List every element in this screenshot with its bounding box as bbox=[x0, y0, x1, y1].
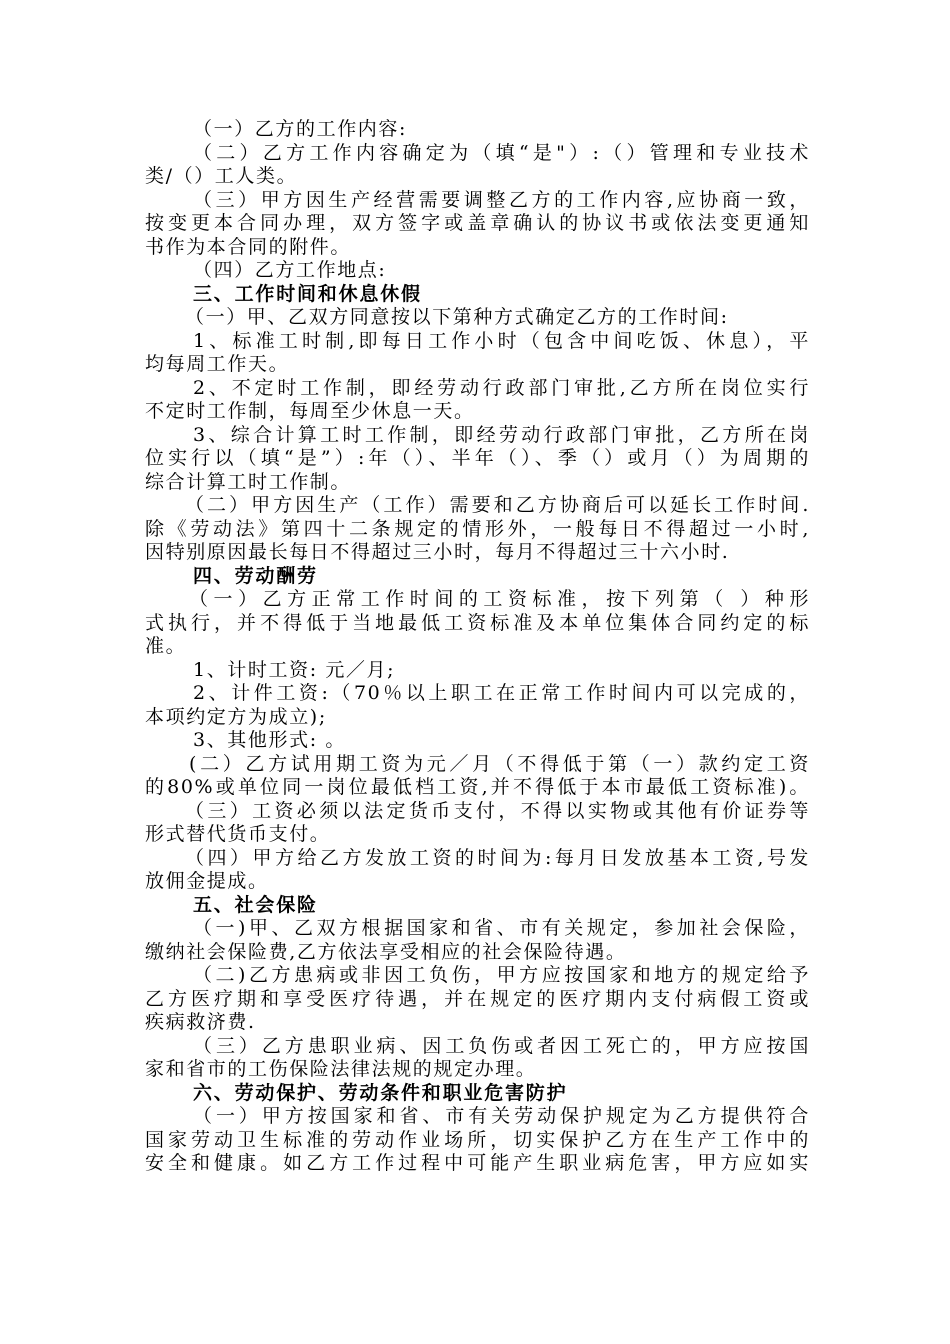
text-line: （二）乙方工作内容确定为（填“是"）:（）管理和专业技术 bbox=[193, 141, 810, 164]
text-line: 乙方医疗期和享受医疗待遇，并在规定的医疗期内支付病假工资或 bbox=[145, 987, 810, 1010]
text-line: 均每周工作天。 bbox=[145, 353, 290, 375]
text-line: 家和省市的工伤保险法律法规的规定办理。 bbox=[145, 1058, 537, 1080]
text-line: 3、其他形式: 。 bbox=[193, 729, 346, 751]
section-heading: 三、工作时间和休息休假 bbox=[193, 282, 422, 305]
text-line: （二)乙方患病或非因工负伤，甲方应按国家和地方的规定给予 bbox=[193, 964, 810, 986]
section-heading: 四、劳动酬劳 bbox=[193, 564, 318, 587]
text-line: （二）甲方因生产（工作）需要和乙方协商后可以延长工作时间. bbox=[185, 494, 810, 516]
text-line: 3、综合计算工时工作制，即经劳动行政部门审批，乙方所在岗 bbox=[193, 423, 810, 446]
text-line: （四）乙方工作地点: bbox=[193, 259, 387, 281]
text-line: 缴纳社会保险费,乙方依法享受相应的社会保险待遇。 bbox=[145, 940, 627, 963]
text-line: 2、不定时工作制，即经劳动行政部门审批,乙方所在岗位实行 bbox=[193, 376, 810, 399]
text-line: （三）乙方患职业病、因工负伤或者因工死亡的，甲方应按国 bbox=[193, 1034, 810, 1057]
text-line: （一）乙方正常工作时间的工资标准，按下列第（ ）种形 bbox=[189, 588, 810, 610]
text-line: （一)甲、乙双方根据国家和省、市有关规定，参加社会保险， bbox=[193, 917, 810, 939]
text-line: (二）乙方试用期工资为元／月（不得低于第（一）款约定工资 bbox=[189, 752, 810, 775]
text-line: 2、计件工资:（70％以上职工在正常工作时间内可以完成的， bbox=[193, 682, 810, 704]
text-line: 书作为本合同的附件。 bbox=[145, 235, 352, 258]
section-heading: 五、社会保险 bbox=[193, 893, 318, 916]
text-line: 疾病救济费. bbox=[145, 1011, 256, 1033]
text-line: 准。 bbox=[145, 635, 187, 657]
text-line: （一）甲、乙双方同意按以下第种方式确定乙方的工作时间: bbox=[185, 306, 729, 328]
text-line: 不定时工作制，每周至少休息一天。 bbox=[145, 400, 475, 422]
text-line: 本项约定方为成立); bbox=[145, 705, 327, 728]
text-line: 除《劳动法》第四十二条规定的情形外，一般每日不得超过一小时, bbox=[145, 517, 810, 540]
text-line: 按变更本合同办理，双方签字或盖章确认的协议书或依法变更通知 bbox=[145, 212, 810, 234]
text-line: 国家劳动卫生标准的劳动作业场所，切实保护乙方在生产工作中的 bbox=[145, 1128, 810, 1151]
text-line: 放佣金提成。 bbox=[145, 870, 269, 892]
text-line: 类/（）工人类。 bbox=[145, 165, 298, 187]
text-line: （四）甲方给乙方发放工资的时间为:每月日发放基本工资,号发 bbox=[185, 846, 810, 869]
text-line: （三）甲方因生产经营需要调整乙方的工作内容,应协商一致， bbox=[193, 188, 810, 211]
text-line: 位实行以（填“是”）:年（）、半年（）、季（）或月（）为周期的 bbox=[145, 447, 810, 469]
text-line: 的80%或单位同一岗位最低档工资,并不得低于本市最低工资标准)。 bbox=[145, 776, 810, 798]
text-line: 因特别原因最长每日不得超过三小时，每月不得超过三十六小时. bbox=[145, 541, 730, 563]
text-line: 式执行，并不得低于当地最低工资标准及本单位集体合同约定的标 bbox=[145, 611, 810, 634]
contract-page bbox=[145, 118, 810, 1176]
text-line: 1、标准工时制,即每日工作小时（包含中间吃饭、休息），平 bbox=[193, 329, 810, 352]
text-line: （三）工资必须以法定货币支付，不得以实物或其他有价证券等 bbox=[185, 799, 810, 822]
text-line: 1、计时工资: 元／月; bbox=[193, 658, 396, 681]
text-line: 安全和健康。如乙方工作过程中可能产生职业病危害，甲方应如实 bbox=[145, 1152, 810, 1174]
section-heading: 六、劳动保护、劳动条件和职业危害防护 bbox=[193, 1081, 568, 1104]
text-line: （一）甲方按国家和省、市有关劳动保护规定为乙方提供符合 bbox=[193, 1105, 810, 1127]
text-line: （一）乙方的工作内容: bbox=[193, 118, 408, 140]
text-line: 形式替代货币支付。 bbox=[145, 823, 331, 845]
text-line: 综合计算工时工作制。 bbox=[145, 470, 352, 493]
